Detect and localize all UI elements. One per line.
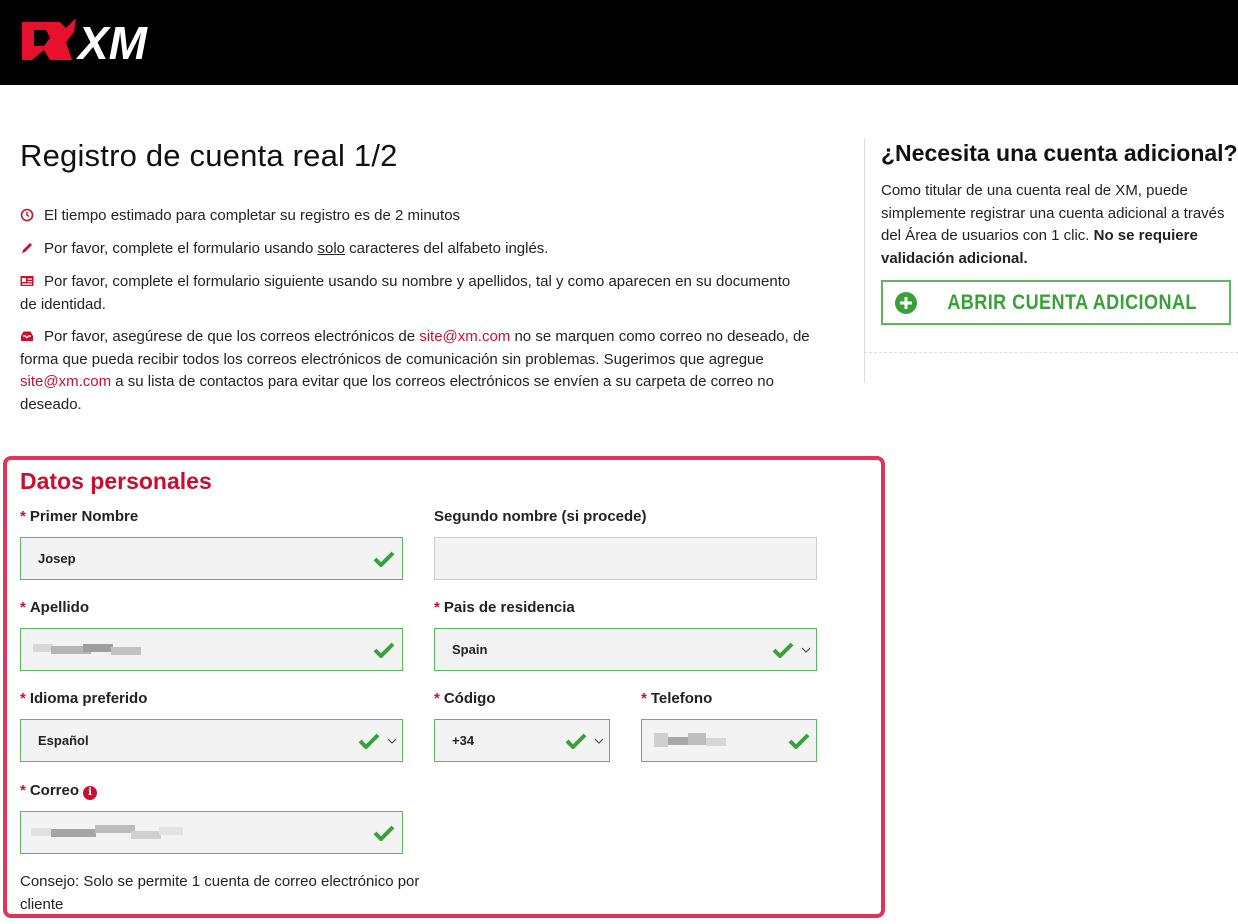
pencil-icon xyxy=(20,241,34,255)
email-link[interactable]: site@xm.com xyxy=(20,373,112,390)
xm-logo[interactable] xyxy=(20,16,180,66)
plus-circle-icon xyxy=(895,292,917,314)
phone-input[interactable] xyxy=(641,719,817,762)
last-name-input[interactable] xyxy=(20,628,403,671)
middle-name-label: Segundo nombre (si procede) xyxy=(434,508,647,525)
notice-time: El tiempo estimado para completar su registro es de 2 minutos xyxy=(20,205,810,228)
last-name-label: * Apellido xyxy=(20,599,90,616)
open-additional-account-button[interactable]: ABRIR CUENTA ADICIONAL xyxy=(881,280,1231,325)
info-icon[interactable]: i xyxy=(83,786,97,800)
section-title: Datos personales xyxy=(20,468,212,494)
country-label: * Pais de residencia xyxy=(434,599,575,616)
country-select[interactable]: Spain xyxy=(434,628,817,671)
page-title: Registro de cuenta real 1/2 xyxy=(20,138,398,173)
email-hint: Consejo: Solo se permite 1 cuenta de correo electrónico por cliente xyxy=(20,873,420,913)
chevron-down-icon xyxy=(802,646,810,654)
checkmark-icon xyxy=(373,551,395,567)
redacted-value xyxy=(33,642,143,658)
email-label: * Correo i xyxy=(20,782,97,800)
sidebar-text: Como titular de una cuenta real de XM, puede simplemente registrar una cuenta adicional a través del Área de usuarios con 1 clic. No se requiere validación adicional. xyxy=(881,182,1225,267)
id-card-icon xyxy=(20,274,34,288)
first-name-input[interactable]: Josep xyxy=(20,537,403,580)
checkmark-icon xyxy=(358,733,380,749)
sidebar-title: ¿Necesita una cuenta adicional? xyxy=(881,140,1238,166)
email-input[interactable] xyxy=(20,811,403,854)
phone-label: * Telefono xyxy=(641,690,713,707)
notice-identity: Por favor, complete el formulario siguiente usando su nombre y apellidos, tal y como aparecen en su documento de identidad. xyxy=(20,273,791,313)
notice-email: Por favor, asegúrese de que los correos electrónicos de site@xm.com no se marquen como correo no deseado, de forma que pueda recibir todos los correos electrónicos de comunicación sin problemas. Sugerimos que agregue site@xm.com a su lista de contactos para evitar que los correos electrónicos se envíen a su carpeta de correo no deseado. xyxy=(20,328,810,413)
email-link[interactable]: site@xm.com xyxy=(419,328,511,345)
redacted-value xyxy=(654,733,729,749)
redacted-value xyxy=(31,825,191,841)
checkmark-icon xyxy=(565,733,587,749)
middle-name-input[interactable] xyxy=(434,537,817,580)
chevron-down-icon xyxy=(388,737,396,745)
inbox-icon xyxy=(20,329,34,343)
code-label: * Código xyxy=(434,690,496,707)
language-select[interactable]: Español xyxy=(20,719,403,762)
checkmark-icon xyxy=(788,733,810,749)
first-name-label: * Primer Nombre xyxy=(20,508,139,525)
header-bar xyxy=(0,0,1238,85)
clock-icon xyxy=(20,208,34,222)
language-label: * Idioma preferido xyxy=(20,690,148,707)
checkmark-icon xyxy=(772,642,794,658)
checkmark-icon xyxy=(373,642,395,658)
checkmark-icon xyxy=(373,825,395,841)
notice-alphabet: Por favor, complete el formulario usando solo caracteres del alfabeto inglés. xyxy=(20,238,810,261)
sidebar-divider xyxy=(864,352,1238,353)
svg-text:XM: XM xyxy=(78,17,147,66)
phone-code-select[interactable]: +34 xyxy=(434,719,610,762)
chevron-down-icon xyxy=(595,737,603,745)
